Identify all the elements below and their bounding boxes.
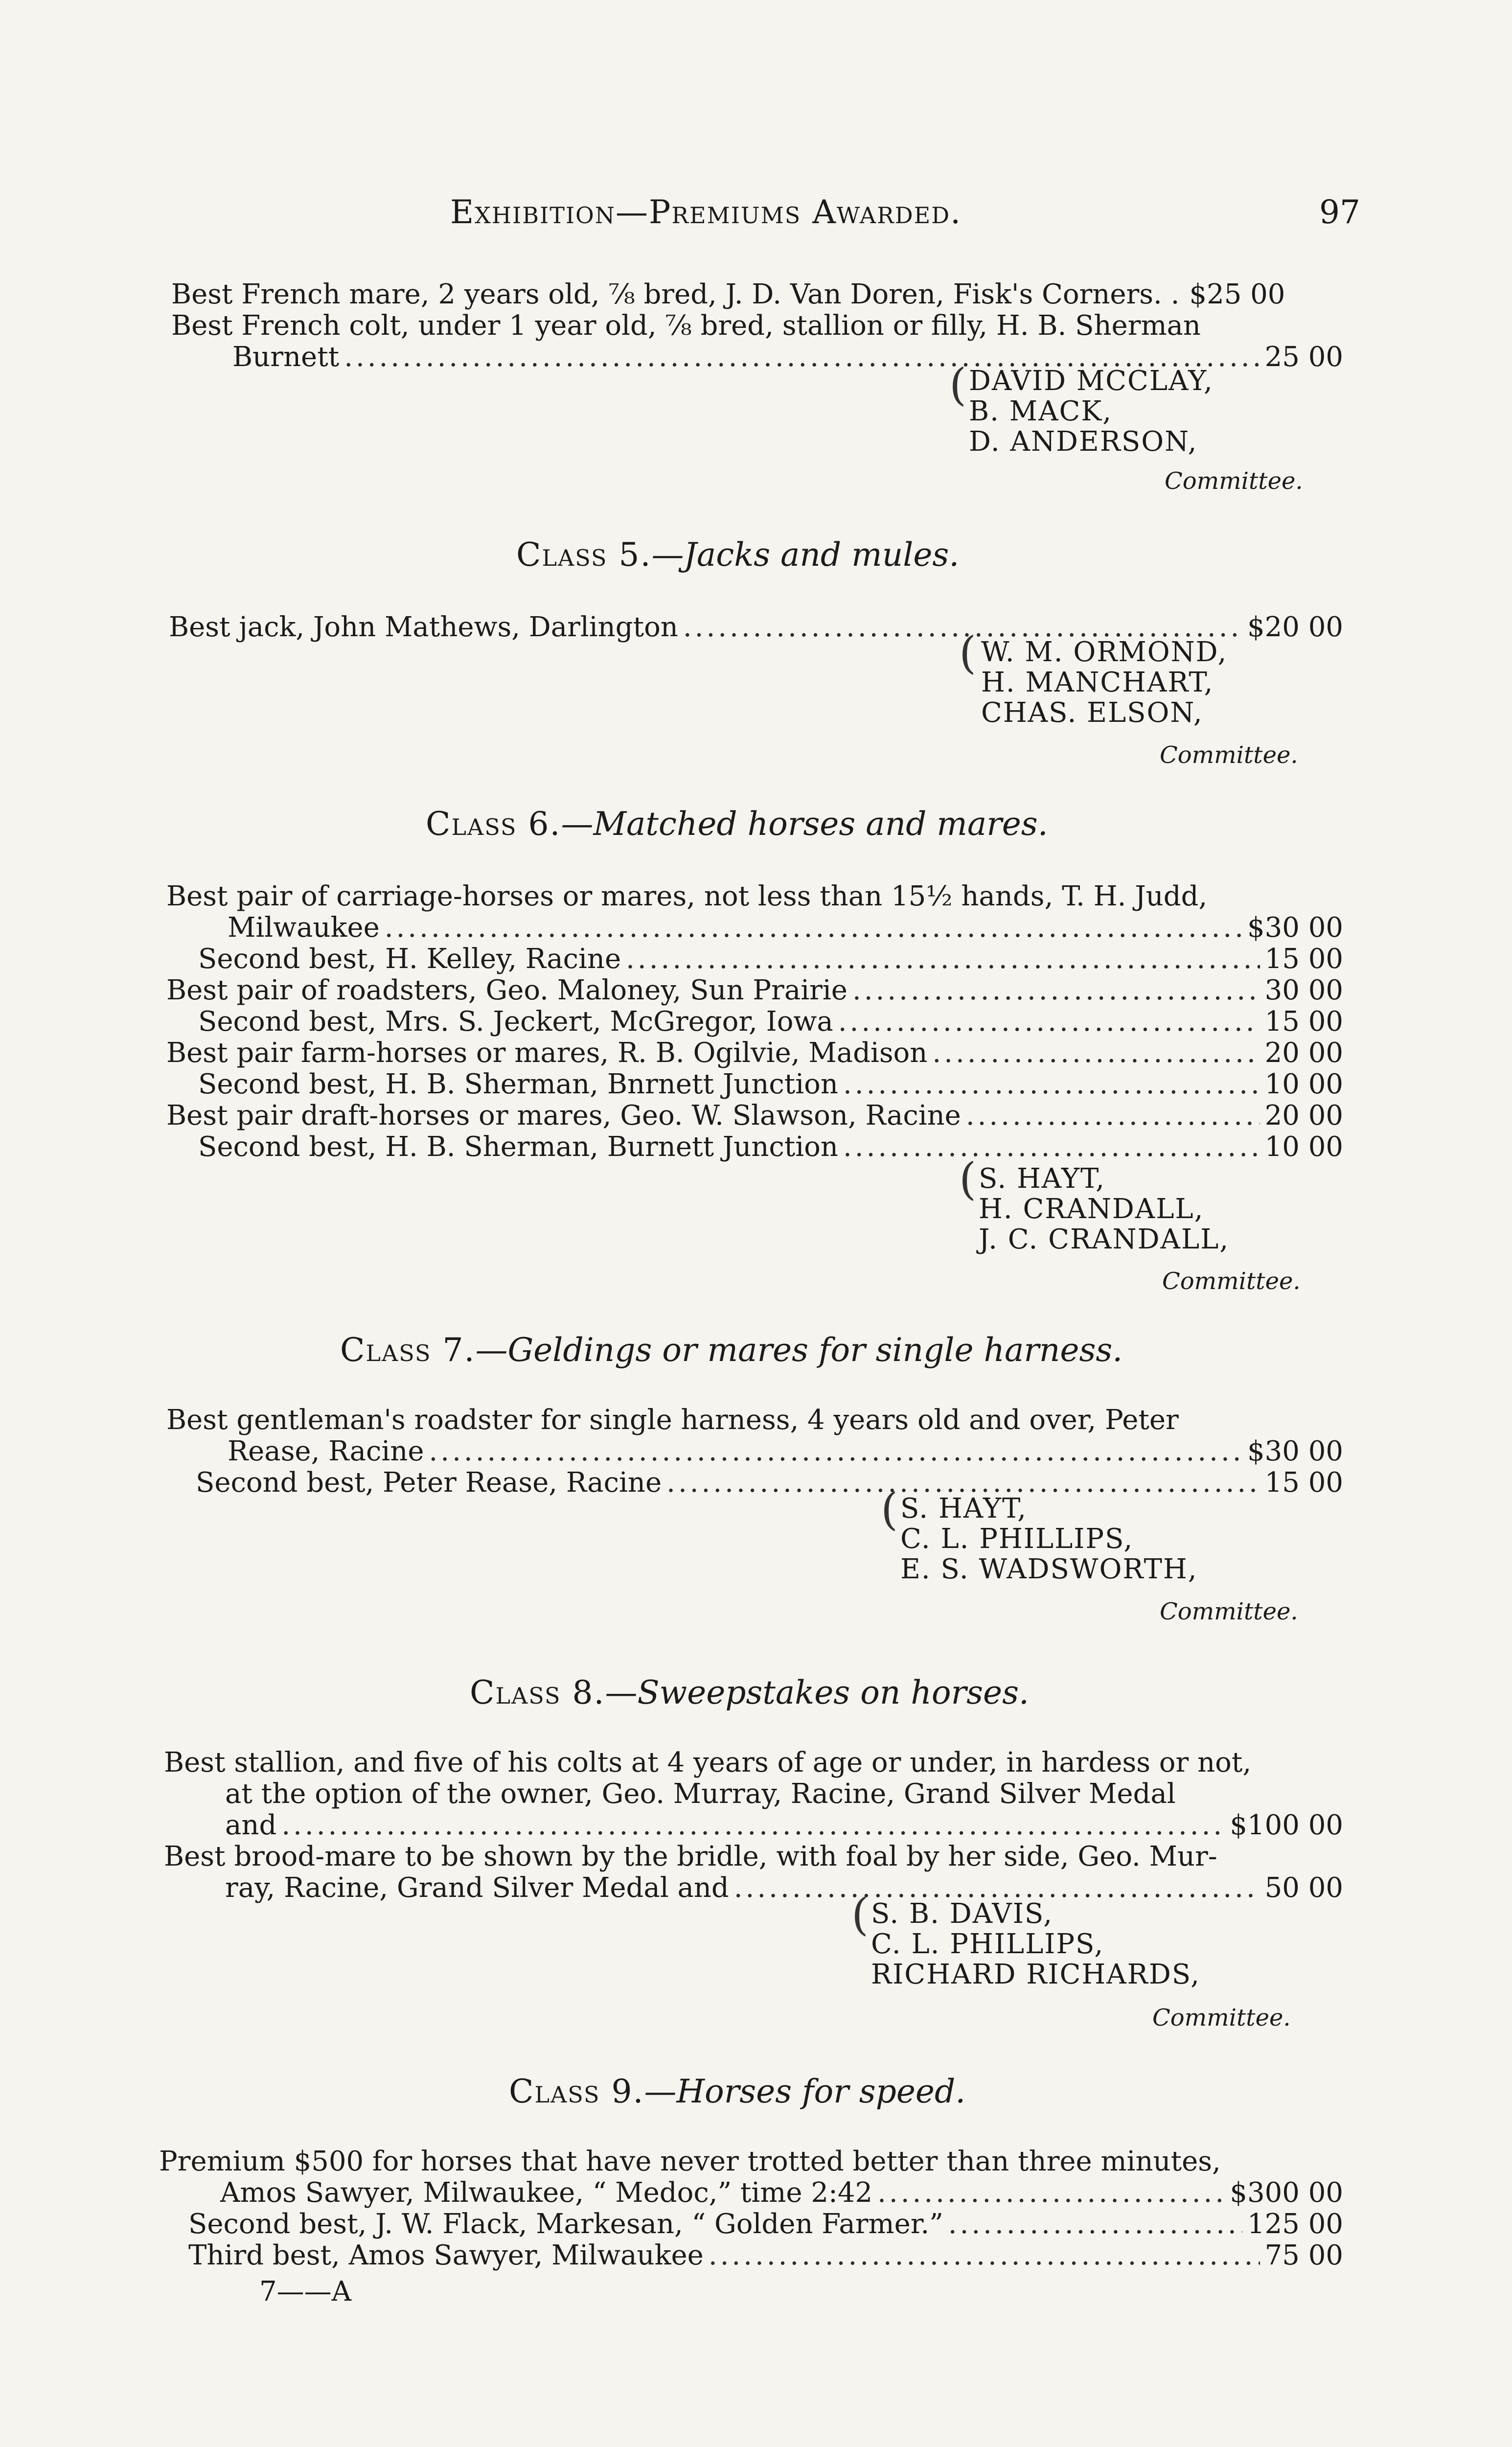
- entry-text: Best pair farm-horses or mares, R. B. Ogilvie, Madison: [166, 1037, 928, 1069]
- committee-member: D. ANDERSON,: [969, 426, 1198, 458]
- entry-amount: 10 00: [1264, 1068, 1343, 1100]
- class-description: —Jacks and mules.: [651, 536, 960, 574]
- class-number: Class 9.: [509, 2073, 644, 2110]
- committee-label: Committee.: [1165, 467, 1303, 495]
- entry-amount: $25 00: [1189, 278, 1285, 310]
- entry-text: Premium $500 for horses that have never trotted better than three minutes,: [159, 2146, 1221, 2177]
- committee-member: S. HAYT,: [979, 1163, 1105, 1195]
- entry-amount: 15 00: [1264, 1006, 1343, 1038]
- entry-line: [166, 1405, 1343, 1436]
- leader-dots: [429, 1436, 1243, 1467]
- entry-text: Best gentleman's roadster for single harness, 4 years old and over, Peter: [166, 1404, 1179, 1436]
- leader-dots: [843, 1131, 1260, 1163]
- entry-amount: 20 00: [1264, 1100, 1343, 1131]
- committee-brace: (: [881, 1484, 898, 1535]
- entry-line: [198, 1131, 1343, 1163]
- leader-dots: [948, 2209, 1242, 2240]
- committee-list: [969, 366, 1214, 457]
- entry-amount: 125 00: [1247, 2208, 1343, 2240]
- class-heading: [516, 536, 959, 574]
- entry-amount: $30 00: [1247, 1435, 1343, 1467]
- entry-text: Rease, Racine: [228, 1435, 424, 1467]
- class-heading: [509, 2073, 965, 2110]
- entry-line: [228, 1436, 1343, 1467]
- entry-line: [198, 1006, 1343, 1038]
- class-number: Class 6.: [426, 805, 561, 843]
- leader-dots: [838, 1006, 1260, 1038]
- entry-text: Amos Sawyer, Milwaukee, “ Medoc,” time 2:42: [220, 2177, 873, 2209]
- leader-dots: [281, 1810, 1225, 1841]
- entry-line: [198, 1069, 1343, 1100]
- class-description: —Matched horses and mares.: [561, 805, 1048, 843]
- class-description: —Horses for speed.: [644, 2073, 966, 2110]
- committee-member: B. MACK,: [969, 395, 1113, 427]
- entry-text: Second best, Peter Rease, Racine: [196, 1467, 662, 1499]
- entry-amount: $100 00: [1230, 1809, 1343, 1841]
- leader-dots: [843, 1069, 1260, 1100]
- entry-line: [171, 310, 1343, 342]
- entry-line: [166, 975, 1343, 1006]
- signature-mark: 7——A: [259, 2276, 352, 2308]
- class-heading: [426, 805, 1048, 843]
- class-number: Class 5.: [516, 536, 652, 574]
- entry-text: Second best, H. Kelley, Racine: [198, 943, 621, 975]
- entry-text: at the option of the owner, Geo. Murray, Racine, Grand Silver Medal: [225, 1778, 1176, 1810]
- entry-text: Second best, H. B. Sherman, Burnett Junction: [198, 1131, 838, 1163]
- committee-member: C. L. PHILLIPS,: [871, 1928, 1104, 1960]
- committee-member: H. CRANDALL,: [979, 1193, 1204, 1225]
- entry-amount: 15 00: [1264, 943, 1343, 975]
- committee-brace: (: [959, 627, 977, 679]
- class-heading: [470, 1674, 1029, 1711]
- leader-dots: [932, 1038, 1260, 1069]
- committee-member: RICHARD RICHARDS,: [871, 1959, 1200, 1990]
- committee-list: [981, 637, 1227, 728]
- entry-amount: 10 00: [1264, 1131, 1343, 1163]
- entry-amount: $20 00: [1247, 611, 1343, 643]
- page-number: 97: [1319, 193, 1360, 231]
- leader-dots: [966, 1100, 1260, 1131]
- entry-line: [166, 881, 1343, 912]
- entry-amount: $300 00: [1230, 2177, 1343, 2209]
- entry-text: Best French mare, 2 years old, ⅞ bred, J. D. Van Doren, Fisk's Corners. .: [171, 278, 1180, 310]
- page-header: [450, 193, 1360, 237]
- leader-dots: [877, 2177, 1225, 2209]
- committee-label: Committee.: [1160, 741, 1298, 769]
- entry-text: Second best, J. W. Flack, Markesan, “ Golden Farmer.”: [188, 2208, 943, 2240]
- entry-amount: 30 00: [1264, 974, 1343, 1006]
- entry-text: Best jack, John Mathews, Darlington: [169, 611, 678, 643]
- class-heading: [340, 1331, 1123, 1369]
- entry-text: Best pair draft-horses or mares, Geo. W. Slawson, Racine: [166, 1100, 961, 1131]
- running-title: Exhibition—Premiums Awarded.: [450, 193, 962, 231]
- entry-line: [164, 1747, 1343, 1778]
- entry-text: Second best, H. B. Sherman, Bnrnett Junction: [198, 1068, 838, 1100]
- entry-text: Burnett: [232, 341, 340, 373]
- committee-brace: (: [851, 1889, 869, 1940]
- entry-text: Best stallion, and five of his colts at 4 years of age or under, in hardess or not,: [164, 1747, 1252, 1778]
- entry-line: [166, 1038, 1343, 1069]
- entry-text: Second best, Mrs. S. Jeckert, McGregor, Iowa: [198, 1006, 833, 1038]
- class-number: Class 7.: [340, 1331, 476, 1369]
- entry-amount: 20 00: [1264, 1037, 1343, 1069]
- entry-text: and: [225, 1809, 277, 1841]
- entry-text: ray, Racine, Grand Silver Medal and: [225, 1872, 729, 1904]
- entry-amount: 15 00: [1264, 1467, 1343, 1499]
- committee-brace: (: [949, 359, 967, 411]
- entry-amount: 75 00: [1264, 2239, 1343, 2271]
- class-description: —Sweepstakes on horses.: [605, 1674, 1029, 1711]
- committee-member: C. L. PHILLIPS,: [900, 1523, 1134, 1555]
- leader-dots: [852, 975, 1260, 1006]
- committee-label: Committee.: [1162, 1268, 1301, 1295]
- entry-text: Best French colt, under 1 year old, ⅞ bred, stallion or filly, H. B. Sherman: [171, 310, 1201, 342]
- committee-list: [900, 1494, 1198, 1585]
- entry-line: [225, 1778, 1343, 1810]
- entry-line: [188, 2209, 1343, 2240]
- committee-member: CHAS. ELSON,: [981, 697, 1203, 729]
- leader-dots: [385, 912, 1242, 944]
- entry-line: [164, 1841, 1343, 1872]
- entry-line: [188, 2240, 1343, 2271]
- entry-text: Third best, Amos Sawyer, Milwaukee: [188, 2239, 704, 2271]
- entry-line: [159, 2146, 1343, 2177]
- entry-line: [171, 279, 1343, 310]
- committee-list: [871, 1899, 1200, 1990]
- committee-member: E. S. WADSWORTH,: [900, 1553, 1198, 1585]
- class-number: Class 8.: [470, 1674, 605, 1711]
- entry-text: Best pair of roadsters, Geo. Maloney, Sun Prairie: [166, 974, 848, 1006]
- committee-member: S. B. DAVIS,: [871, 1898, 1054, 1930]
- committee-member: H. MANCHART,: [981, 667, 1214, 698]
- entry-line: [166, 1100, 1343, 1131]
- entry-amount: 50 00: [1264, 1872, 1343, 1904]
- leader-dots: [626, 944, 1260, 975]
- committee-label: Committee.: [1160, 1598, 1298, 1625]
- entry-text: Best pair of carriage-horses or mares, not less than 15½ hands, T. H. Judd,: [166, 880, 1208, 912]
- committee-label: Committee.: [1152, 2004, 1291, 2031]
- entry-amount: $30 00: [1247, 912, 1343, 944]
- committee-member: J. C. CRANDALL,: [979, 1224, 1230, 1255]
- committee-brace: (: [959, 1154, 977, 1205]
- committee-member: S. HAYT,: [900, 1493, 1027, 1524]
- entry-line: [220, 2177, 1343, 2209]
- entry-line: [225, 1810, 1343, 1841]
- entry-text: Best brood-mare to be shown by the bridle, with foal by her side, Geo. Mur-: [164, 1841, 1217, 1872]
- committee-member: DAVID MCCLAY,: [969, 365, 1214, 397]
- class-description: —Geldings or mares for single harness.: [475, 1331, 1123, 1369]
- committee-list: [979, 1164, 1229, 1255]
- leader-dots: [709, 2240, 1260, 2271]
- entry-line: [228, 912, 1343, 944]
- entry-amount: 25 00: [1264, 341, 1343, 373]
- committee-member: W. M. ORMOND,: [981, 636, 1228, 668]
- entry-text: Milwaukee: [228, 912, 380, 944]
- entry-line: [198, 944, 1343, 975]
